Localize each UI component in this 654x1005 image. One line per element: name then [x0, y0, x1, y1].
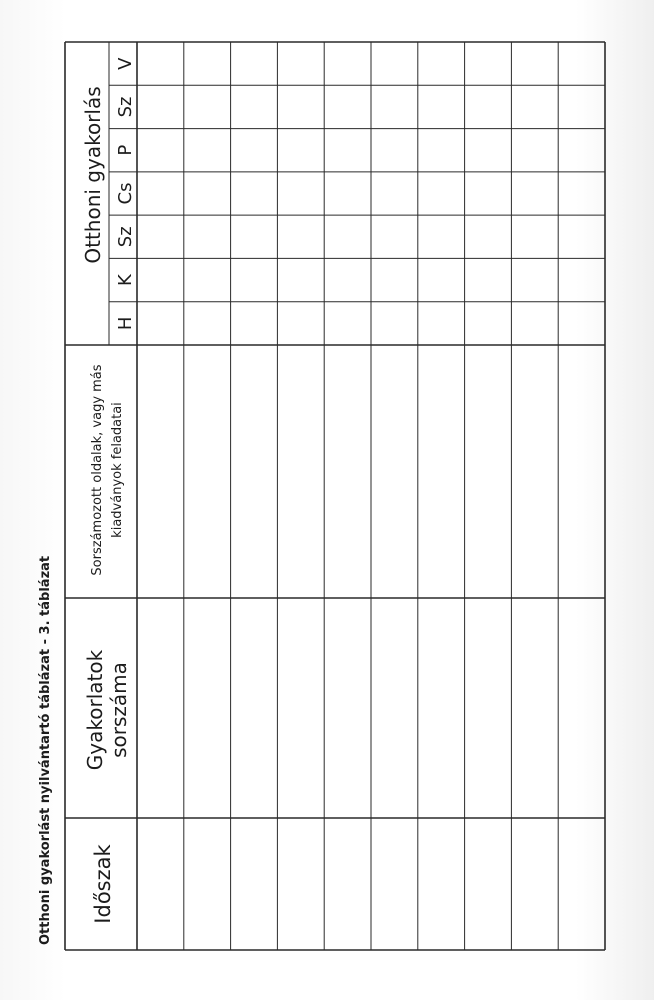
- header-exercise-number-line2: sorszáma: [107, 662, 131, 758]
- day-header-label: K: [115, 274, 136, 286]
- day-header-label: Sz: [115, 96, 136, 118]
- day-header-label: Cs: [115, 182, 136, 205]
- document-title: Otthoni gyakorlást nyilvántartó táblázat - 3. táblázat: [38, 555, 53, 945]
- header-pages-line1: Sorszámozott oldalak, vagy más: [90, 364, 105, 576]
- header-pages-line2: kiadványok feladatai: [110, 402, 125, 538]
- header-exercise-number-line1: Gyakorlatok: [83, 649, 107, 771]
- header-period: Időszak: [91, 844, 115, 924]
- day-header-label: V: [115, 57, 136, 70]
- day-header-label: P: [115, 144, 136, 156]
- day-header-label: H: [115, 316, 136, 331]
- day-headers: [115, 57, 136, 330]
- header-home-practice: Otthoni gyakorlás: [81, 86, 105, 264]
- table-grid: [65, 42, 605, 950]
- day-header-label: Sz: [115, 226, 136, 248]
